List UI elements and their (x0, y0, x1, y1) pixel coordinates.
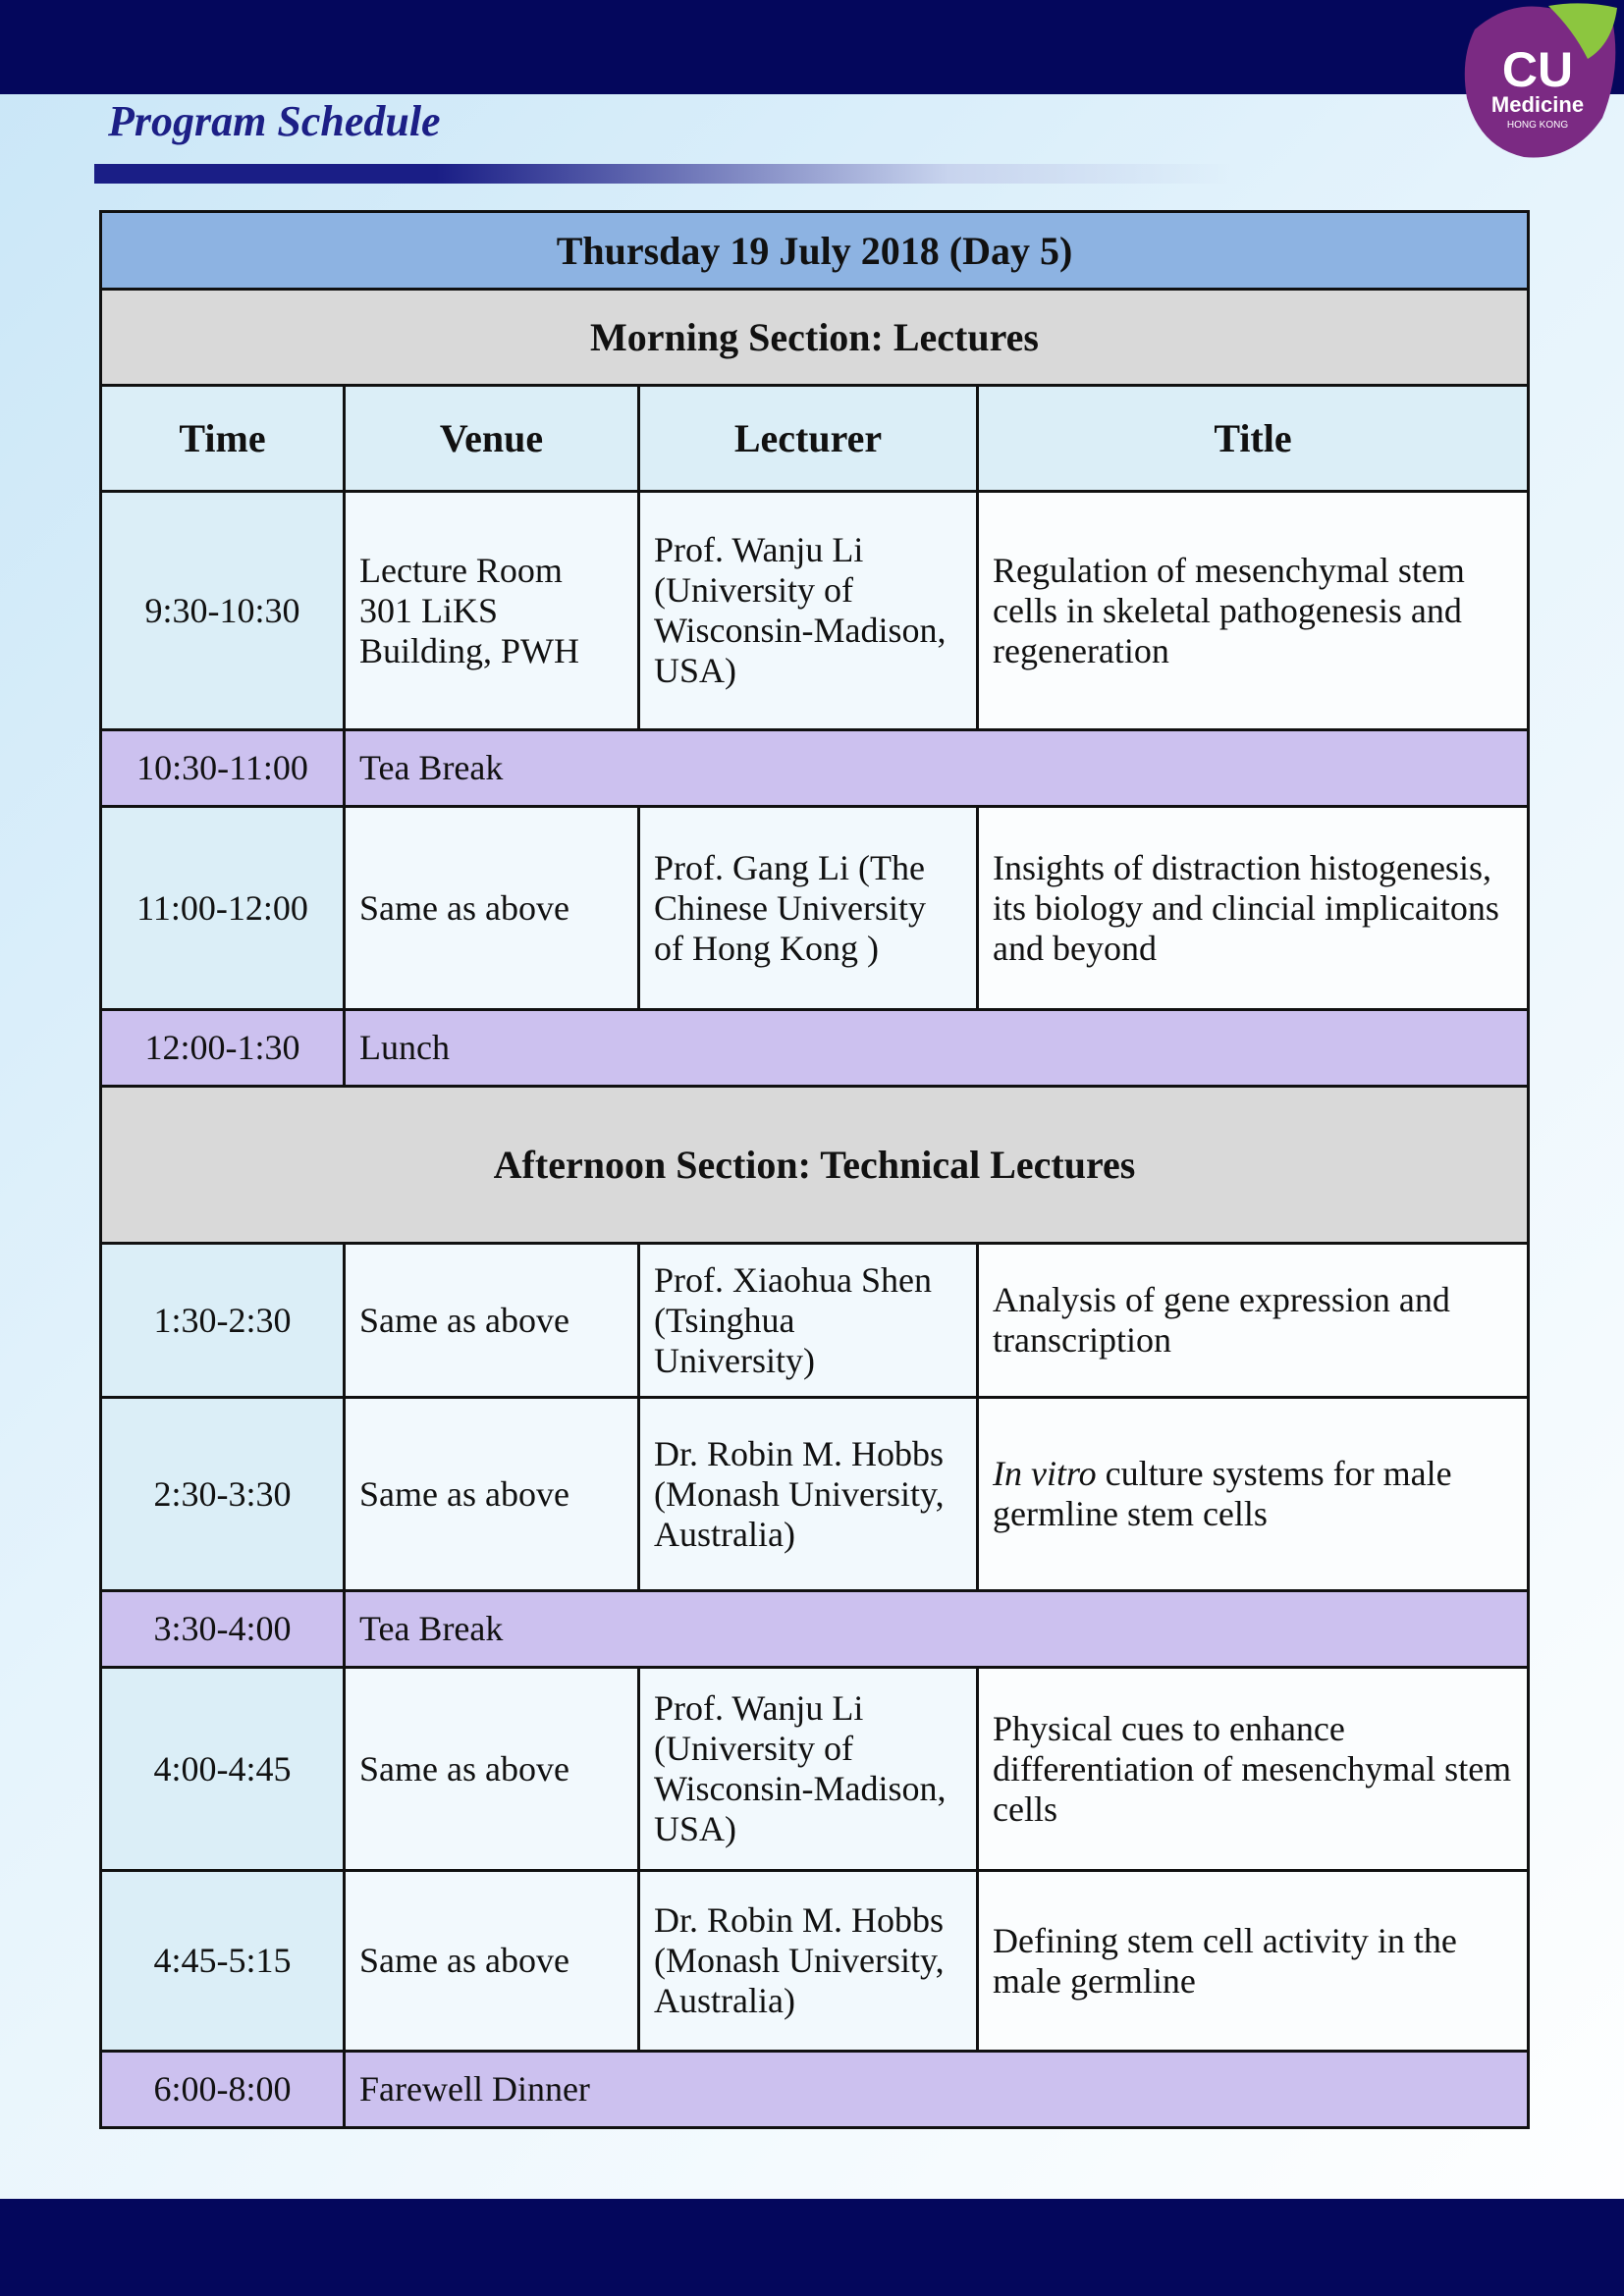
break-row (101, 730, 1529, 807)
time-cell: 12:00-1:30 (101, 1010, 345, 1087)
venue-cell: Same as above (345, 1871, 639, 2052)
time-cell: 9:30-10:30 (101, 492, 345, 730)
title-cell: Analysis of gene expression and transcription (978, 1244, 1529, 1398)
title-cell: Regulation of mesenchymal stem cells in skeletal pathogenesis and regeneration (978, 492, 1529, 730)
title-cell: Defining stem cell activity in the male germline (978, 1871, 1529, 2052)
break-label: Tea Break (345, 1591, 1529, 1668)
table-row (101, 1244, 1529, 1398)
title-cell: Physical cues to enhance differentiation of mesenchymal stem cells (978, 1668, 1529, 1871)
morning-section-heading: Morning Section: Lectures (101, 290, 1529, 386)
afternoon-section-heading: Afternoon Section: Technical Lectures (101, 1087, 1529, 1244)
afternoon-section-row (101, 1087, 1529, 1244)
time-cell: 10:30-11:00 (101, 730, 345, 807)
top-banner (0, 0, 1624, 94)
lecturer-cell: Prof. Wanju Li (University of Wisconsin-Madison, USA) (639, 492, 978, 730)
column-header-venue: Venue (345, 386, 639, 492)
time-cell: 11:00-12:00 (101, 807, 345, 1010)
lecturer-cell: Prof. Wanju Li (University of Wisconsin-Madison, USA) (639, 1668, 978, 1871)
column-header-title: Title (978, 386, 1529, 492)
lecturer-cell: Dr. Robin M. Hobbs (Monash University, Australia) (639, 1871, 978, 2052)
time-cell: 4:45-5:15 (101, 1871, 345, 2052)
venue-cell: Lecture Room 301 LiKS Building, PWH (345, 492, 639, 730)
cu-medicine-logo (1455, 0, 1624, 169)
title-italic-prefix: In vitro (993, 1454, 1097, 1493)
venue-cell: Same as above (345, 1244, 639, 1398)
venue-cell: Same as above (345, 807, 639, 1010)
time-cell: 6:00-8:00 (101, 2052, 345, 2128)
table-row (101, 1871, 1529, 2052)
table-row (101, 1668, 1529, 1871)
column-header-lecturer: Lecturer (639, 386, 978, 492)
column-header-time: Time (101, 386, 345, 492)
table-row (101, 492, 1529, 730)
title-text: culture systems for male germline stem cells (993, 1454, 1452, 1533)
time-cell: 2:30-3:30 (101, 1398, 345, 1591)
break-label: Tea Break (345, 730, 1529, 807)
morning-section-row (101, 290, 1529, 386)
time-cell: 1:30-2:30 (101, 1244, 345, 1398)
title-underline-bar (94, 164, 1233, 184)
svg-text:Medicine: Medicine (1490, 92, 1585, 117)
day-heading: Thursday 19 July 2018 (Day 5) (101, 212, 1529, 290)
table-row (101, 807, 1529, 1010)
day-heading-row (101, 212, 1529, 290)
break-label: Farewell Dinner (345, 2052, 1529, 2128)
column-header-row (101, 386, 1529, 492)
schedule-table (99, 210, 1530, 2129)
lecturer-cell: Prof. Gang Li (The Chinese University of Hong Kong ) (639, 807, 978, 1010)
cu-medicine-logo-mark (1455, 0, 1624, 169)
break-row (101, 2052, 1529, 2128)
svg-text:HONG KONG: HONG KONG (1506, 120, 1569, 131)
svg-text:CU: CU (1501, 42, 1574, 97)
break-row (101, 1010, 1529, 1087)
break-label: Lunch (345, 1010, 1529, 1087)
title-cell (978, 1398, 1529, 1591)
page-title: Program Schedule (108, 97, 441, 145)
lecturer-cell: Prof. Xiaohua Shen (Tsinghua University) (639, 1244, 978, 1398)
break-row (101, 1591, 1529, 1668)
time-cell: 3:30-4:00 (101, 1591, 345, 1668)
venue-cell: Same as above (345, 1398, 639, 1591)
table-row (101, 1398, 1529, 1591)
lecturer-cell: Dr. Robin M. Hobbs (Monash University, Australia) (639, 1398, 978, 1591)
venue-cell: Same as above (345, 1668, 639, 1871)
time-cell: 4:00-4:45 (101, 1668, 345, 1871)
title-cell: Insights of distraction histogenesis, its biology and clincial implicaitons and beyond (978, 807, 1529, 1010)
bottom-banner (0, 2199, 1624, 2296)
